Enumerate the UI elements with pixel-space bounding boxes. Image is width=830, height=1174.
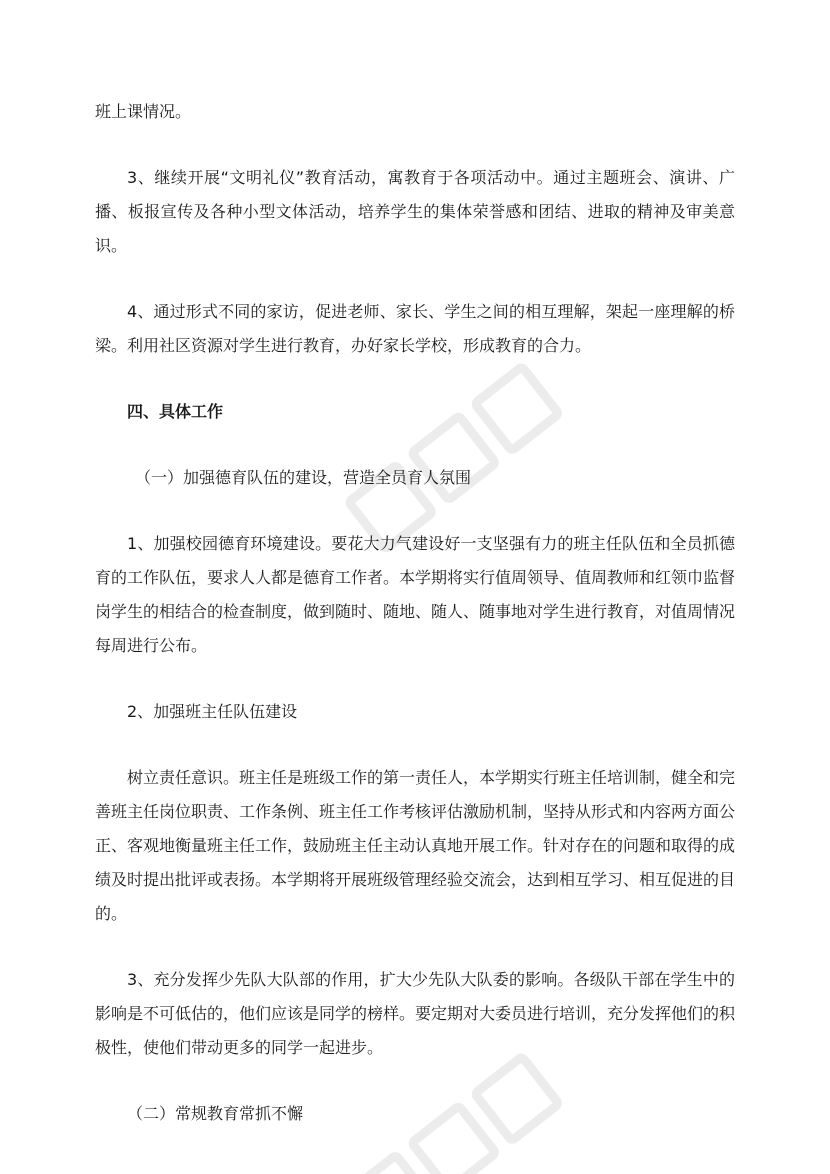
paragraph: 3、充分发挥少先队大队部的作用，扩大少先队大队委的影响。各级队干部在学生中的影响是不可低估的，他们应该是同学的榜样。要定期对大委员进行培训，充分发挥他们的积极性，使他们带动更多的同学一起进步。	[95, 970, 736, 1057]
subsection-heading: （一）加强德育队伍的建设，营造全员育人氛围	[135, 468, 472, 487]
paragraph: 树立责任意识。班主任是班级工作的第一责任人，本学期实行班主任培训制，健全和完善班主任岗位职责、工作条例、班主任工作考核评估激励机制，坚持从形式和内容两方面公正、客观地衡量班主任工作，鼓励班主任主动认真地开展工作。针对存在的问题和取得的成绩及时提出批评或表扬。本学期将开展班级管理经验交流会，达到相互学习、相互促进的目的。	[95, 768, 736, 923]
paragraph: 班上课情况。	[95, 102, 192, 121]
paragraph: 3、继续开展“文明礼仪”教育活动，寓教育于各项活动中。通过主题班会、演讲、广播、板报宣传及各种小型文体活动，培养学生的集体荣誉感和团结、进取的精神及审美意识。	[95, 168, 735, 255]
section-heading: 四、具体工作	[127, 402, 224, 421]
paragraph: 1、加强校园德育环境建设。要花大力气建设好一支坚强有力的班主任队伍和全员抓德育的工作队伍，要求人人都是德育工作者。本学期将实行值周领导、值周教师和红领巾监督岗学生的相结合的检查制度，做到随时、随地、随人、随事地对学生进行教育，对值周情况每周进行公布。	[95, 534, 736, 655]
paragraph: 4、通过形式不同的家访，促进老师、家长、学生之间的相互理解，架起一座理解的桥梁。利用社区资源对学生进行教育，办好家长学校，形成教育的合力。	[95, 302, 735, 355]
subsection-heading: （二）常规教育常抓不懈	[127, 1104, 304, 1123]
paragraph: 2、加强班主任队伍建设	[127, 702, 298, 721]
watermark-glyph	[349, 1155, 433, 1174]
document-body	[95, 95, 735, 1131]
